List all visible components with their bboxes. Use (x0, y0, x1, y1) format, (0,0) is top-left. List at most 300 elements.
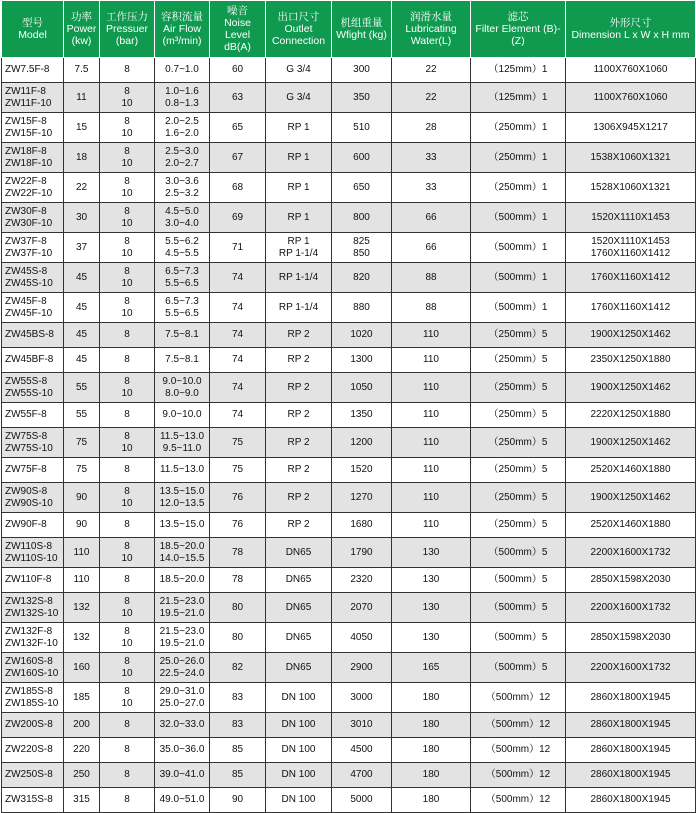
cell-noise: 69 (210, 203, 266, 233)
cell-noise: 60 (210, 58, 266, 83)
cell-water: 130 (392, 623, 471, 653)
cell-power: 160 (64, 653, 100, 683)
header-lubricating-water: 润滑水量 Lubricating Water(L) (392, 1, 471, 58)
cell-pressure: 8 10 (100, 83, 155, 113)
cell-noise: 78 (210, 568, 266, 593)
cell-water: 33 (392, 173, 471, 203)
cell-weight: 1050 (332, 373, 392, 403)
cell-model: ZW110F-8 (2, 568, 64, 593)
table-row (2, 513, 696, 538)
cell-power: 200 (64, 713, 100, 738)
cell-noise: 74 (210, 373, 266, 403)
cell-air-flow: 11.5~13.0 9.5~11.0 (155, 428, 210, 458)
cell-water: 22 (392, 58, 471, 83)
cell-noise: 68 (210, 173, 266, 203)
cell-noise: 83 (210, 713, 266, 738)
cell-power: 45 (64, 323, 100, 348)
cell-filter: （250mm）1 (471, 143, 566, 173)
cell-filter: （500mm）5 (471, 623, 566, 653)
cell-air-flow: 2.5~3.0 2.0~2.7 (155, 143, 210, 173)
cell-filter: （500mm）5 (471, 568, 566, 593)
cell-pressure: 8 (100, 738, 155, 763)
cell-air-flow: 7.5~8.1 (155, 348, 210, 373)
cell-power: 132 (64, 593, 100, 623)
table-row (2, 788, 696, 813)
cell-model: ZW132F-8 ZW132F-10 (2, 623, 64, 653)
cell-weight: 1520 (332, 458, 392, 483)
cell-weight: 820 (332, 263, 392, 293)
cell-outlet: DN65 (266, 538, 332, 568)
cell-noise: 63 (210, 83, 266, 113)
cell-filter: （250mm）5 (471, 373, 566, 403)
cell-noise: 74 (210, 403, 266, 428)
cell-water: 130 (392, 538, 471, 568)
cell-outlet: RP 2 (266, 323, 332, 348)
cell-filter: （500mm）5 (471, 593, 566, 623)
cell-power: 15 (64, 113, 100, 143)
cell-filter: （250mm）5 (471, 428, 566, 458)
cell-dimension: 2520X1460X1880 (566, 458, 696, 483)
cell-power: 55 (64, 373, 100, 403)
table-row (2, 763, 696, 788)
cell-model: ZW45BS-8 (2, 323, 64, 348)
cell-power: 37 (64, 233, 100, 263)
cell-air-flow: 0.7~1.0 (155, 58, 210, 83)
cell-weight: 4700 (332, 763, 392, 788)
cell-dimension: 2860X1800X1945 (566, 683, 696, 713)
cell-filter: （250mm）5 (471, 323, 566, 348)
cell-weight: 300 (332, 58, 392, 83)
header-air-flow: 容积流量 Air Flow (m³/min) (155, 1, 210, 58)
table-row (2, 348, 696, 373)
cell-filter: （500mm）12 (471, 738, 566, 763)
cell-filter: （500mm）1 (471, 263, 566, 293)
table-row (2, 323, 696, 348)
cell-water: 130 (392, 568, 471, 593)
cell-power: 315 (64, 788, 100, 813)
cell-pressure: 8 10 (100, 113, 155, 143)
cell-filter: （250mm）5 (471, 458, 566, 483)
table-row (2, 263, 696, 293)
cell-air-flow: 18.5~20.0 14.0~15.5 (155, 538, 210, 568)
cell-power: 45 (64, 293, 100, 323)
table-row (2, 653, 696, 683)
cell-outlet: RP 2 (266, 348, 332, 373)
cell-model: ZW55S-8 ZW55S-10 (2, 373, 64, 403)
cell-model: ZW200S-8 (2, 713, 64, 738)
cell-pressure: 8 10 (100, 263, 155, 293)
cell-model: ZW132S-8 ZW132S-10 (2, 593, 64, 623)
table-row (2, 113, 696, 143)
cell-noise: 78 (210, 538, 266, 568)
cell-noise: 65 (210, 113, 266, 143)
cell-model: ZW90S-8 ZW90S-10 (2, 483, 64, 513)
cell-noise: 71 (210, 233, 266, 263)
cell-model: ZW110S-8 ZW110S-10 (2, 538, 64, 568)
cell-pressure: 8 (100, 348, 155, 373)
cell-pressure: 8 10 (100, 293, 155, 323)
cell-outlet: RP 2 (266, 458, 332, 483)
cell-model: ZW22F-8 ZW22F-10 (2, 173, 64, 203)
cell-dimension: 1900X1250X1462 (566, 323, 696, 348)
compressor-spec-table (1, 0, 696, 813)
cell-model: ZW75S-8 ZW75S-10 (2, 428, 64, 458)
cell-air-flow: 49.0~51.0 (155, 788, 210, 813)
cell-dimension: 2860X1800X1945 (566, 738, 696, 763)
cell-outlet: G 3/4 (266, 58, 332, 83)
cell-filter: （500mm）5 (471, 538, 566, 568)
cell-outlet: RP 2 (266, 403, 332, 428)
cell-weight: 1680 (332, 513, 392, 538)
cell-pressure: 8 (100, 568, 155, 593)
cell-power: 90 (64, 513, 100, 538)
cell-outlet: RP 2 (266, 513, 332, 538)
cell-weight: 1200 (332, 428, 392, 458)
cell-noise: 75 (210, 458, 266, 483)
table-row (2, 538, 696, 568)
table-row (2, 428, 696, 458)
cell-filter: （125mm）1 (471, 83, 566, 113)
cell-power: 45 (64, 348, 100, 373)
cell-filter: （250mm）1 (471, 113, 566, 143)
cell-filter: （500mm）1 (471, 293, 566, 323)
header-model: 型号 Model (2, 1, 64, 58)
table-row (2, 483, 696, 513)
cell-model: ZW75F-8 (2, 458, 64, 483)
cell-dimension: 1760X1160X1412 (566, 263, 696, 293)
cell-pressure: 8 10 (100, 538, 155, 568)
cell-outlet: RP 1 (266, 173, 332, 203)
cell-weight: 3000 (332, 683, 392, 713)
table-row (2, 293, 696, 323)
cell-water: 180 (392, 683, 471, 713)
header-dimension: 外形尺寸 Dimension L x W x H mm (566, 1, 696, 58)
cell-dimension: 1520X1110X1453 1760X1160X1412 (566, 233, 696, 263)
table-row (2, 143, 696, 173)
cell-water: 180 (392, 788, 471, 813)
cell-model: ZW7.5F-8 (2, 58, 64, 83)
header-power: 功率 Power (kw) (64, 1, 100, 58)
cell-model: ZW220S-8 (2, 738, 64, 763)
cell-outlet: DN 100 (266, 788, 332, 813)
header-weight: 机组重量 Wfight (kg) (332, 1, 392, 58)
cell-filter: （500mm）5 (471, 653, 566, 683)
cell-power: 75 (64, 428, 100, 458)
cell-model: ZW37F-8 ZW37F-10 (2, 233, 64, 263)
cell-filter: （500mm）12 (471, 763, 566, 788)
cell-model: ZW90F-8 (2, 513, 64, 538)
header-outlet: 出口尺寸 Outlet Connection (266, 1, 332, 58)
cell-dimension: 1100X760X1060 (566, 58, 696, 83)
cell-air-flow: 39.0~41.0 (155, 763, 210, 788)
cell-air-flow: 9.0~10.0 (155, 403, 210, 428)
cell-filter: （500mm）12 (471, 713, 566, 738)
cell-pressure: 8 (100, 458, 155, 483)
header-filter-element: 滤芯 Filter Element (B)-(Z) (471, 1, 566, 58)
cell-dimension: 1538X1060X1321 (566, 143, 696, 173)
cell-power: 7.5 (64, 58, 100, 83)
cell-weight: 600 (332, 143, 392, 173)
cell-model: ZW18F-8 ZW18F-10 (2, 143, 64, 173)
cell-air-flow: 6.5~7.3 5.5~6.5 (155, 263, 210, 293)
cell-power: 185 (64, 683, 100, 713)
cell-pressure: 8 10 (100, 593, 155, 623)
table-row (2, 568, 696, 593)
cell-water: 110 (392, 373, 471, 403)
cell-weight: 350 (332, 83, 392, 113)
cell-outlet: DN65 (266, 623, 332, 653)
cell-filter: （250mm）5 (471, 483, 566, 513)
cell-noise: 83 (210, 683, 266, 713)
table-row (2, 173, 696, 203)
cell-pressure: 8 (100, 323, 155, 348)
cell-pressure: 8 10 (100, 653, 155, 683)
cell-model: ZW45S-8 ZW45S-10 (2, 263, 64, 293)
cell-air-flow: 4.5~5.0 3.0~4.0 (155, 203, 210, 233)
cell-outlet: RP 1 (266, 203, 332, 233)
table-header-row (2, 1, 696, 58)
cell-noise: 74 (210, 293, 266, 323)
cell-water: 110 (392, 513, 471, 538)
cell-air-flow: 3.0~3.6 2.5~3.2 (155, 173, 210, 203)
cell-power: 250 (64, 763, 100, 788)
cell-dimension: 2200X1600X1732 (566, 593, 696, 623)
cell-dimension: 1520X1110X1453 (566, 203, 696, 233)
table-row (2, 233, 696, 263)
cell-outlet: DN 100 (266, 738, 332, 763)
cell-dimension: 2200X1600X1732 (566, 538, 696, 568)
cell-weight: 2070 (332, 593, 392, 623)
cell-pressure: 8 10 (100, 373, 155, 403)
cell-noise: 74 (210, 323, 266, 348)
cell-weight: 825 850 (332, 233, 392, 263)
cell-weight: 4050 (332, 623, 392, 653)
cell-dimension: 2220X1250X1880 (566, 403, 696, 428)
cell-power: 55 (64, 403, 100, 428)
cell-dimension: 2850X1598X2030 (566, 568, 696, 593)
cell-pressure: 8 10 (100, 428, 155, 458)
cell-outlet: RP 1 (266, 113, 332, 143)
cell-power: 30 (64, 203, 100, 233)
table-row (2, 83, 696, 113)
cell-power: 132 (64, 623, 100, 653)
cell-power: 75 (64, 458, 100, 483)
cell-air-flow: 9.0~10.0 8.0~9.0 (155, 373, 210, 403)
cell-model: ZW250S-8 (2, 763, 64, 788)
cell-dimension: 2520X1460X1880 (566, 513, 696, 538)
cell-filter: （500mm）12 (471, 788, 566, 813)
cell-power: 11 (64, 83, 100, 113)
cell-weight: 510 (332, 113, 392, 143)
cell-air-flow: 7.5~8.1 (155, 323, 210, 348)
cell-water: 180 (392, 763, 471, 788)
cell-power: 110 (64, 568, 100, 593)
cell-noise: 67 (210, 143, 266, 173)
cell-water: 110 (392, 348, 471, 373)
table-row (2, 623, 696, 653)
cell-dimension: 2860X1800X1945 (566, 713, 696, 738)
table-row (2, 713, 696, 738)
cell-dimension: 1900X1250X1462 (566, 428, 696, 458)
cell-water: 165 (392, 653, 471, 683)
cell-pressure: 8 (100, 763, 155, 788)
cell-air-flow: 25.0~26.0 22.5~24.0 (155, 653, 210, 683)
cell-air-flow: 1.0~1.6 0.8~1.3 (155, 83, 210, 113)
cell-power: 18 (64, 143, 100, 173)
cell-outlet: RP 1 (266, 143, 332, 173)
cell-air-flow: 13.5~15.0 (155, 513, 210, 538)
cell-air-flow: 18.5~20.0 (155, 568, 210, 593)
cell-pressure: 8 10 (100, 143, 155, 173)
cell-pressure: 8 10 (100, 683, 155, 713)
cell-noise: 80 (210, 593, 266, 623)
table-body (2, 58, 696, 813)
cell-weight: 2900 (332, 653, 392, 683)
cell-model: ZW45BF-8 (2, 348, 64, 373)
cell-weight: 1270 (332, 483, 392, 513)
cell-dimension: 2200X1600X1732 (566, 653, 696, 683)
cell-weight: 880 (332, 293, 392, 323)
cell-model: ZW30F-8 ZW30F-10 (2, 203, 64, 233)
cell-weight: 1790 (332, 538, 392, 568)
cell-model: ZW15F-8 ZW15F-10 (2, 113, 64, 143)
cell-filter: （125mm）1 (471, 58, 566, 83)
cell-dimension: 2850X1598X2030 (566, 623, 696, 653)
cell-dimension: 1900X1250X1462 (566, 483, 696, 513)
cell-noise: 80 (210, 623, 266, 653)
cell-filter: （500mm）1 (471, 233, 566, 263)
cell-outlet: DN65 (266, 653, 332, 683)
cell-air-flow: 6.5~7.3 5.5~6.5 (155, 293, 210, 323)
cell-filter: （250mm）1 (471, 173, 566, 203)
cell-weight: 2320 (332, 568, 392, 593)
cell-outlet: RP 1 RP 1-1/4 (266, 233, 332, 263)
cell-air-flow: 29.0~31.0 25.0~27.0 (155, 683, 210, 713)
cell-pressure: 8 10 (100, 483, 155, 513)
cell-air-flow: 21.5~23.0 19.5~21.0 (155, 623, 210, 653)
cell-power: 22 (64, 173, 100, 203)
cell-power: 45 (64, 263, 100, 293)
cell-water: 180 (392, 738, 471, 763)
cell-dimension: 2860X1800X1945 (566, 763, 696, 788)
cell-water: 88 (392, 263, 471, 293)
cell-water: 180 (392, 713, 471, 738)
cell-pressure: 8 (100, 713, 155, 738)
cell-dimension: 2860X1800X1945 (566, 788, 696, 813)
cell-air-flow: 35.0~36.0 (155, 738, 210, 763)
cell-noise: 90 (210, 788, 266, 813)
cell-weight: 4500 (332, 738, 392, 763)
header-noise-level: 噪音 Noise Level dB(A) (210, 1, 266, 58)
cell-dimension: 1528X1060X1321 (566, 173, 696, 203)
cell-dimension: 1900X1250X1462 (566, 373, 696, 403)
cell-outlet: DN65 (266, 568, 332, 593)
cell-water: 88 (392, 293, 471, 323)
cell-weight: 1300 (332, 348, 392, 373)
table-row (2, 458, 696, 483)
cell-noise: 85 (210, 738, 266, 763)
cell-model: ZW160S-8 ZW160S-10 (2, 653, 64, 683)
cell-dimension: 1100X760X1060 (566, 83, 696, 113)
cell-air-flow: 2.0~2.5 1.6~2.0 (155, 113, 210, 143)
cell-weight: 1350 (332, 403, 392, 428)
cell-pressure: 8 10 (100, 233, 155, 263)
cell-outlet: RP 1-1/4 (266, 293, 332, 323)
cell-model: ZW45F-8 ZW45F-10 (2, 293, 64, 323)
header-pressure: 工作压力 Pressuer (bar) (100, 1, 155, 58)
table-row (2, 373, 696, 403)
cell-noise: 76 (210, 483, 266, 513)
cell-filter: （500mm）12 (471, 683, 566, 713)
cell-water: 110 (392, 458, 471, 483)
table-row (2, 403, 696, 428)
cell-pressure: 8 (100, 513, 155, 538)
table-row (2, 58, 696, 83)
cell-water: 110 (392, 323, 471, 348)
table-row (2, 683, 696, 713)
cell-air-flow: 5.5~6.2 4.5~5.5 (155, 233, 210, 263)
cell-water: 110 (392, 428, 471, 458)
table-row (2, 203, 696, 233)
cell-noise: 85 (210, 763, 266, 788)
cell-filter: （250mm）5 (471, 348, 566, 373)
cell-pressure: 8 10 (100, 203, 155, 233)
cell-outlet: RP 2 (266, 373, 332, 403)
cell-dimension: 1306X945X1217 (566, 113, 696, 143)
cell-air-flow: 21.5~23.0 19.5~21.0 (155, 593, 210, 623)
table-row (2, 593, 696, 623)
cell-model: ZW11F-8 ZW11F-10 (2, 83, 64, 113)
cell-noise: 75 (210, 428, 266, 458)
cell-water: 130 (392, 593, 471, 623)
cell-air-flow: 11.5~13.0 (155, 458, 210, 483)
cell-outlet: RP 1-1/4 (266, 263, 332, 293)
cell-outlet: DN 100 (266, 713, 332, 738)
cell-weight: 5000 (332, 788, 392, 813)
cell-noise: 74 (210, 263, 266, 293)
cell-outlet: DN65 (266, 593, 332, 623)
cell-filter: （500mm）1 (471, 203, 566, 233)
cell-air-flow: 32.0~33.0 (155, 713, 210, 738)
cell-filter: （250mm）5 (471, 403, 566, 428)
cell-outlet: RP 2 (266, 428, 332, 458)
cell-weight: 650 (332, 173, 392, 203)
cell-weight: 800 (332, 203, 392, 233)
cell-water: 28 (392, 113, 471, 143)
cell-pressure: 8 10 (100, 173, 155, 203)
cell-dimension: 2350X1250X1880 (566, 348, 696, 373)
cell-model: ZW185S-8 ZW185S-10 (2, 683, 64, 713)
cell-pressure: 8 (100, 58, 155, 83)
cell-noise: 76 (210, 513, 266, 538)
cell-pressure: 8 (100, 788, 155, 813)
cell-power: 90 (64, 483, 100, 513)
cell-noise: 74 (210, 348, 266, 373)
cell-outlet: DN 100 (266, 763, 332, 788)
cell-power: 220 (64, 738, 100, 763)
cell-outlet: G 3/4 (266, 83, 332, 113)
cell-water: 110 (392, 403, 471, 428)
cell-dimension: 1760X1160X1412 (566, 293, 696, 323)
cell-water: 66 (392, 233, 471, 263)
cell-outlet: RP 2 (266, 483, 332, 513)
cell-pressure: 8 10 (100, 623, 155, 653)
table-row (2, 738, 696, 763)
cell-water: 110 (392, 483, 471, 513)
cell-water: 33 (392, 143, 471, 173)
cell-model: ZW315S-8 (2, 788, 64, 813)
cell-air-flow: 13.5~15.0 12.0~13.5 (155, 483, 210, 513)
